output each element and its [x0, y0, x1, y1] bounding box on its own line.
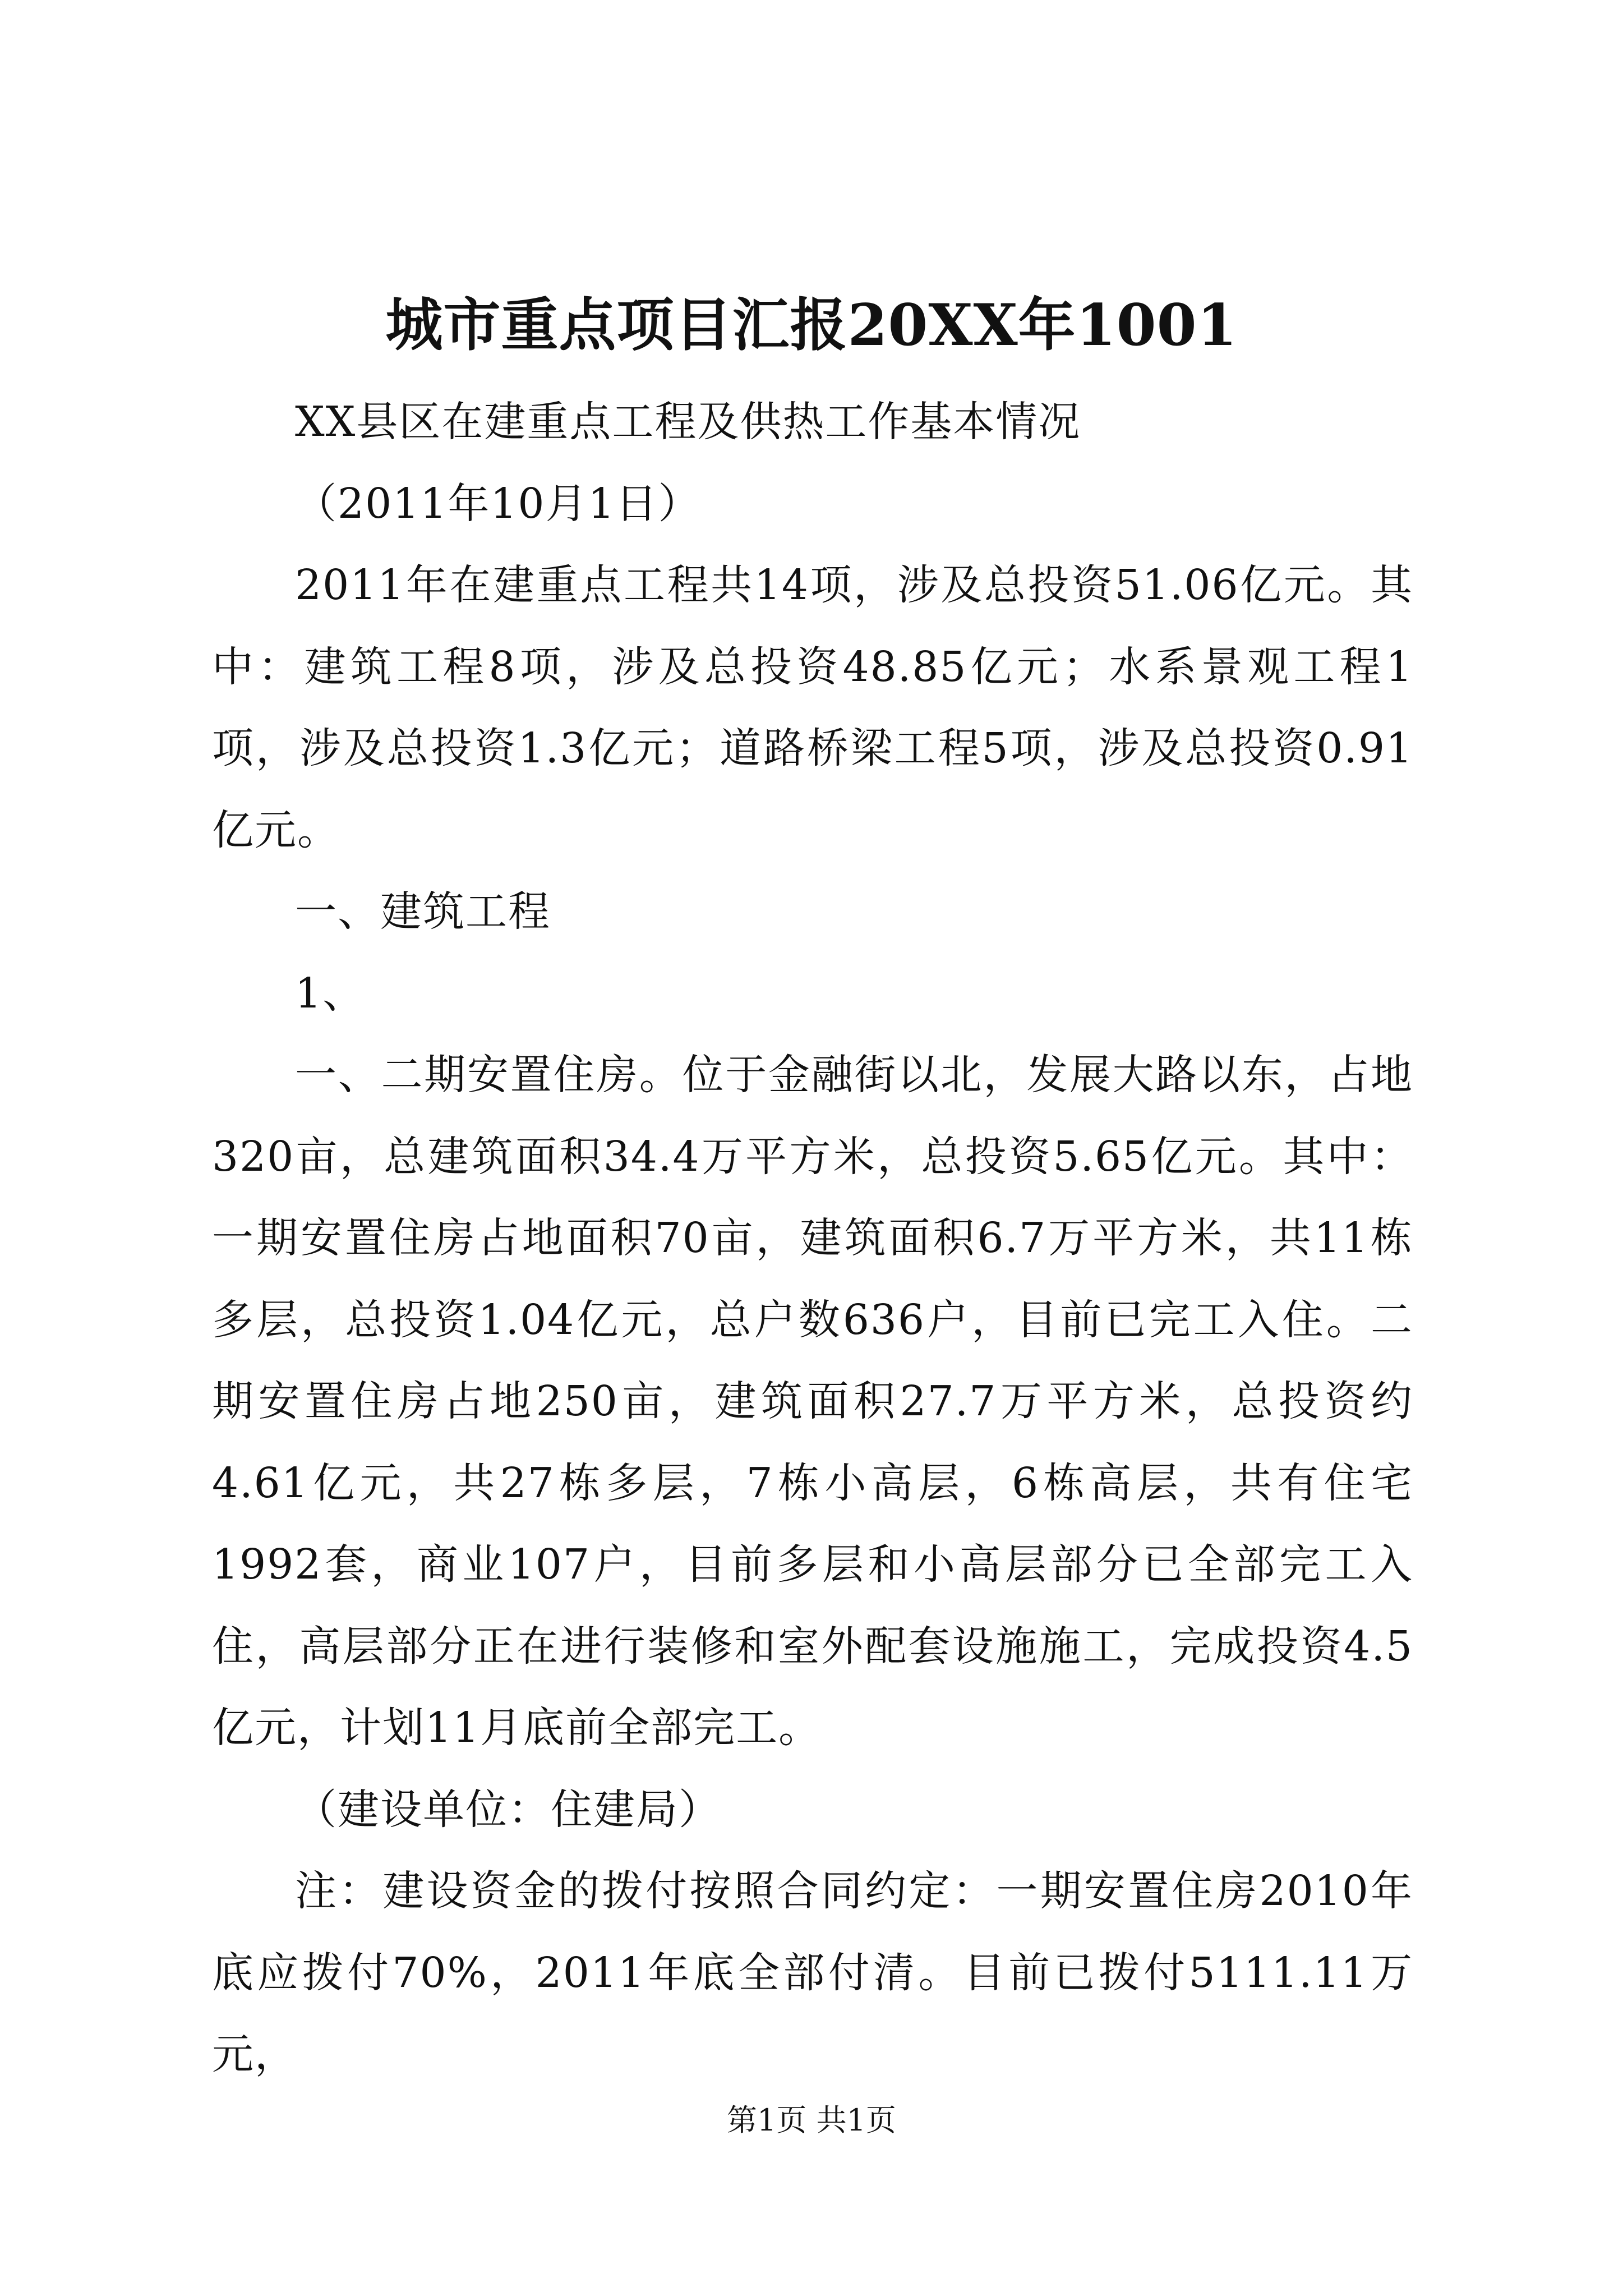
page-footer: 第1页 共1页: [727, 2102, 896, 2138]
item-number: 1、: [295, 969, 366, 1018]
document-title: 城市重点项目汇报20XX年1001: [385, 292, 1238, 359]
date-paragraph: （2011年10月1日）: [295, 479, 701, 528]
document-body: [212, 381, 1413, 2096]
housing-project-paragraph: 一、二期安置住房。位于金融街以北，发展大路以东，占地320亩，总建筑面积34.4万平方米，总投资5.65亿元。其中：一期安置住房占地面积70亩，建筑面积6.7万平方米，共11栋多层，总投资1.04亿元，总户数636户，目前已完工入住。二期安置住房占地250亩，建筑面积27.7万平方米，总投资约4.61亿元，共27栋多层，7栋小高层，6栋高层，共有住宅1992套，商业107户，目前多层和小高层部分已全部完工入住，高层部分正在进行装修和室外配套设施施工，完成投资4.5亿元，计划11月底前全部完工。: [212, 1051, 1413, 1752]
section-heading: 一、建筑工程: [295, 887, 551, 936]
subtitle-paragraph: XX县区在建重点工程及供热工作基本情况: [295, 398, 1081, 446]
note-paragraph: 注：建设资金的拨付按照合同约定：一期安置住房2010年底应拨付70%，2011年底全部付清。目前已拨付5111.11万元，: [212, 1867, 1413, 2078]
summary-paragraph: 2011年在建重点工程共14项，涉及总投资51.06亿元。其中：建筑工程8项，涉及总投资48.85亿元；水系景观工程1项，涉及总投资1.3亿元；道路桥梁工程5项，涉及总投资0.91亿元。: [212, 561, 1413, 854]
construction-unit-paragraph: （建设单位：住建局）: [295, 1785, 721, 1834]
